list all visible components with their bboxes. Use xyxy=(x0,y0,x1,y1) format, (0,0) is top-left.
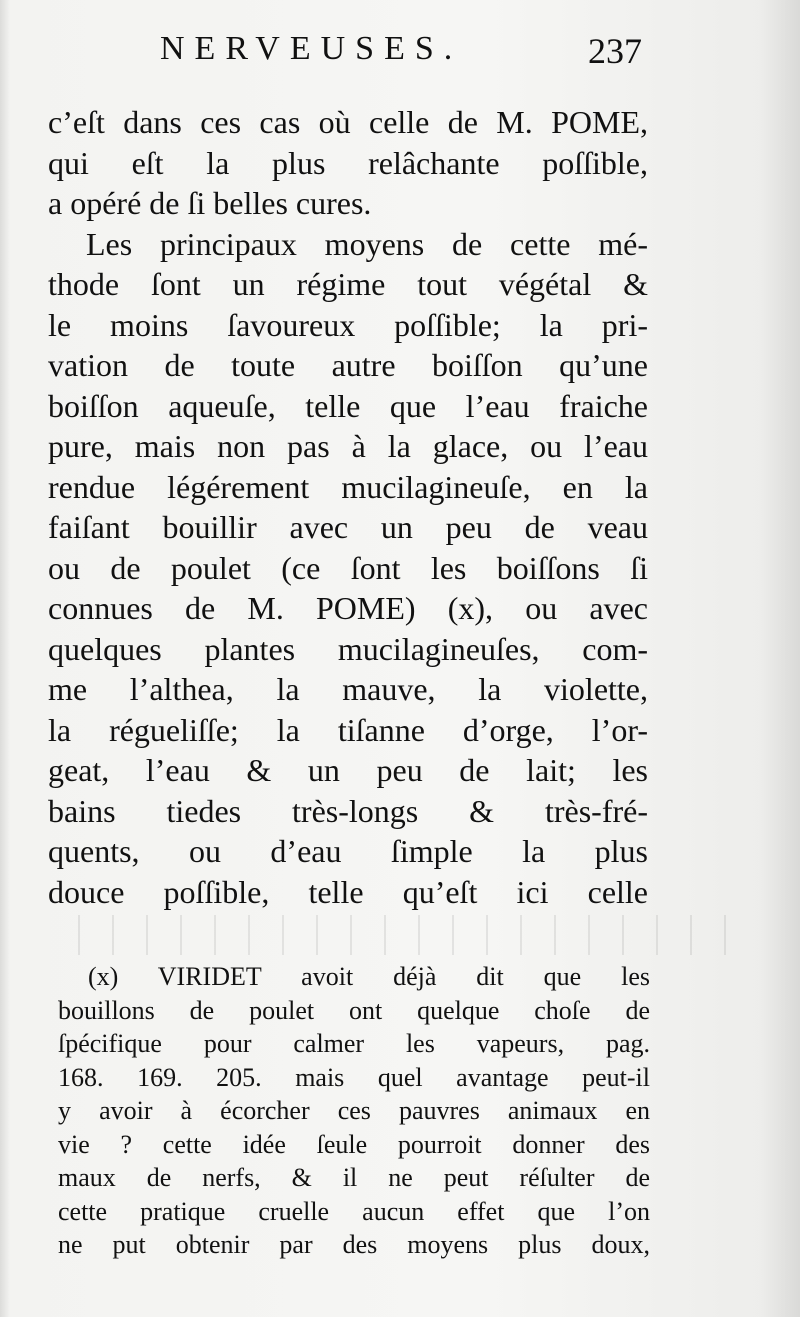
running-head xyxy=(160,30,650,80)
text-line: le moins ſavoureux poſſible; la pri- xyxy=(48,306,648,343)
text-line: vation de toute autre boiſſon qu’une xyxy=(48,347,648,383)
bleed-through-shadow xyxy=(60,915,740,955)
text-line: bains tiedes très-longs & très-fré- xyxy=(48,792,648,829)
footnote-line: y avoir à écorcher ces pauvres animaux en xyxy=(58,1096,650,1125)
text-line: a opéré de ſi belles cures. xyxy=(48,185,372,221)
text-line: Les principaux moyens de cette mé- xyxy=(86,225,648,262)
footnote-line: ſpécifique pour calmer les vapeurs, pag. xyxy=(58,1029,650,1058)
text-line: qui eſt la plus relâchante poſſible, xyxy=(48,144,648,181)
footnote-line: 168. 169. 205. mais quel avantage peut-il xyxy=(58,1062,650,1092)
text-line: quents, ou d’eau ſimple la plus xyxy=(48,833,648,869)
footnote-line: (x) VIRIDET avoit déjà dit que les xyxy=(88,962,650,991)
text-line: la régueliſſe; la tiſanne d’orge, l’or- xyxy=(48,711,648,748)
text-line: me l’althea, la mauve, la violette, xyxy=(48,671,648,707)
text-line: faiſant bouillir avec un peu de veau xyxy=(48,509,648,545)
page-number: 237 xyxy=(588,31,642,71)
text-line: pure, mais non pas à la glace, ou l’eau xyxy=(48,428,648,464)
footnote-line: cette pratique cruelle aucun effet que l’on xyxy=(58,1196,650,1226)
main-text-block xyxy=(48,102,648,912)
text-line: c’eſt dans ces cas où celle de M. POME, xyxy=(48,104,648,140)
footnote-block xyxy=(58,960,650,1262)
page-edge-shadow xyxy=(760,0,800,1317)
text-line: quelques plantes mucilagineuſes, com- xyxy=(48,630,648,667)
text-line: rendue légérement mucilagineuſe, en la xyxy=(48,468,648,505)
text-line: ou de poulet (ce ſont les boiſſons ſi xyxy=(48,549,648,586)
footnote-line: vie ? cette idée ſeule pourroit donner des xyxy=(58,1129,650,1159)
text-line: connues de M. POME) (x), ou avec xyxy=(48,590,648,626)
text-line: geat, l’eau & un peu de lait; les xyxy=(48,752,648,788)
footnote-line: ne put obtenir par des moyens plus doux, xyxy=(58,1230,650,1259)
footnote-line: bouillons de poulet ont quelque choſe de xyxy=(58,995,650,1025)
text-line: boiſſon aqueuſe, telle que l’eau fraiche xyxy=(48,387,648,424)
running-title: NERVEUSES. xyxy=(160,30,463,67)
text-line: thode ſont un régime tout végétal & xyxy=(48,266,648,302)
text-line: douce poſſible, telle qu’eſt ici celle xyxy=(48,873,648,910)
footnote-line: maux de nerfs, & il ne peut réſulter de xyxy=(58,1163,650,1192)
